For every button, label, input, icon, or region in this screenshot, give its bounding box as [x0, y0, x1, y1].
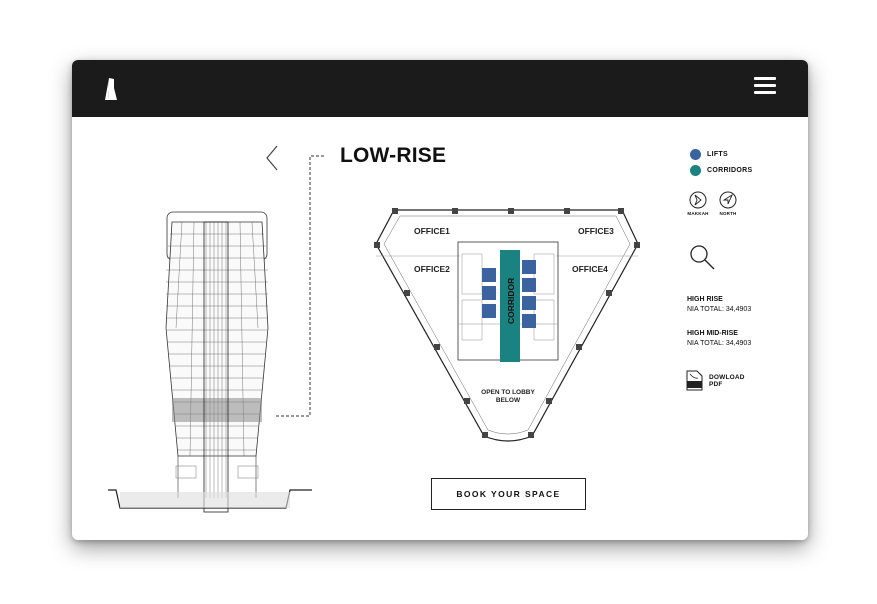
stat-value: NIA TOTAL: 34,4903	[687, 306, 752, 313]
stat-title: HIGH RISE	[687, 296, 723, 303]
legend-label: LIFTS	[707, 150, 728, 158]
office2-label: OFFICE2	[414, 264, 450, 274]
lobby-note-line1: OPEN TO LOBBY	[481, 389, 535, 396]
lobby-note-line2: BELOW	[495, 397, 521, 404]
download-label-line2: PDF	[709, 380, 723, 388]
hamburger-menu-icon[interactable]	[754, 77, 776, 95]
legend-item-lifts	[690, 146, 752, 162]
download-pdf-button[interactable]	[686, 370, 745, 391]
stat-title: HIGH MID-RISE	[687, 330, 738, 337]
compass-controls	[686, 191, 740, 216]
legend	[690, 146, 752, 178]
corridors-swatch	[690, 165, 701, 176]
north-direction-button[interactable]	[716, 191, 740, 216]
office4-label: OFFICE4	[572, 264, 608, 274]
lifts-swatch	[690, 149, 701, 160]
legend-label: CORRIDORS	[707, 166, 753, 174]
floor-plan-image[interactable]	[368, 204, 648, 449]
search-icon[interactable]	[688, 243, 716, 271]
north-arrow-icon	[719, 191, 737, 209]
makkah-direction-button[interactable]	[686, 191, 710, 216]
stat-high-rise	[687, 295, 751, 315]
download-label-line1: DOWLOAD	[709, 373, 745, 381]
makkah-direction-icon	[689, 191, 707, 209]
stat-high-mid-rise	[687, 329, 751, 349]
top-bar	[72, 60, 808, 117]
north-label: NORTH	[719, 211, 737, 216]
tower-logo-icon[interactable]	[100, 76, 122, 102]
corridor-label: CORRIDOR	[506, 277, 516, 324]
page-title: LOW-RISE	[340, 144, 447, 167]
legend-item-corridors	[690, 162, 752, 178]
makkah-label: MAKKAH	[687, 211, 709, 216]
book-your-space-button[interactable]: BOOK YOUR SPACE	[431, 478, 586, 510]
stat-value: NIA TOTAL: 34,4903	[687, 340, 752, 347]
building-elevation-image[interactable]	[106, 208, 316, 514]
pdf-file-icon	[686, 370, 703, 391]
office3-label: OFFICE3	[578, 226, 614, 236]
app-window	[72, 60, 808, 540]
office1-label: OFFICE1	[414, 226, 450, 236]
